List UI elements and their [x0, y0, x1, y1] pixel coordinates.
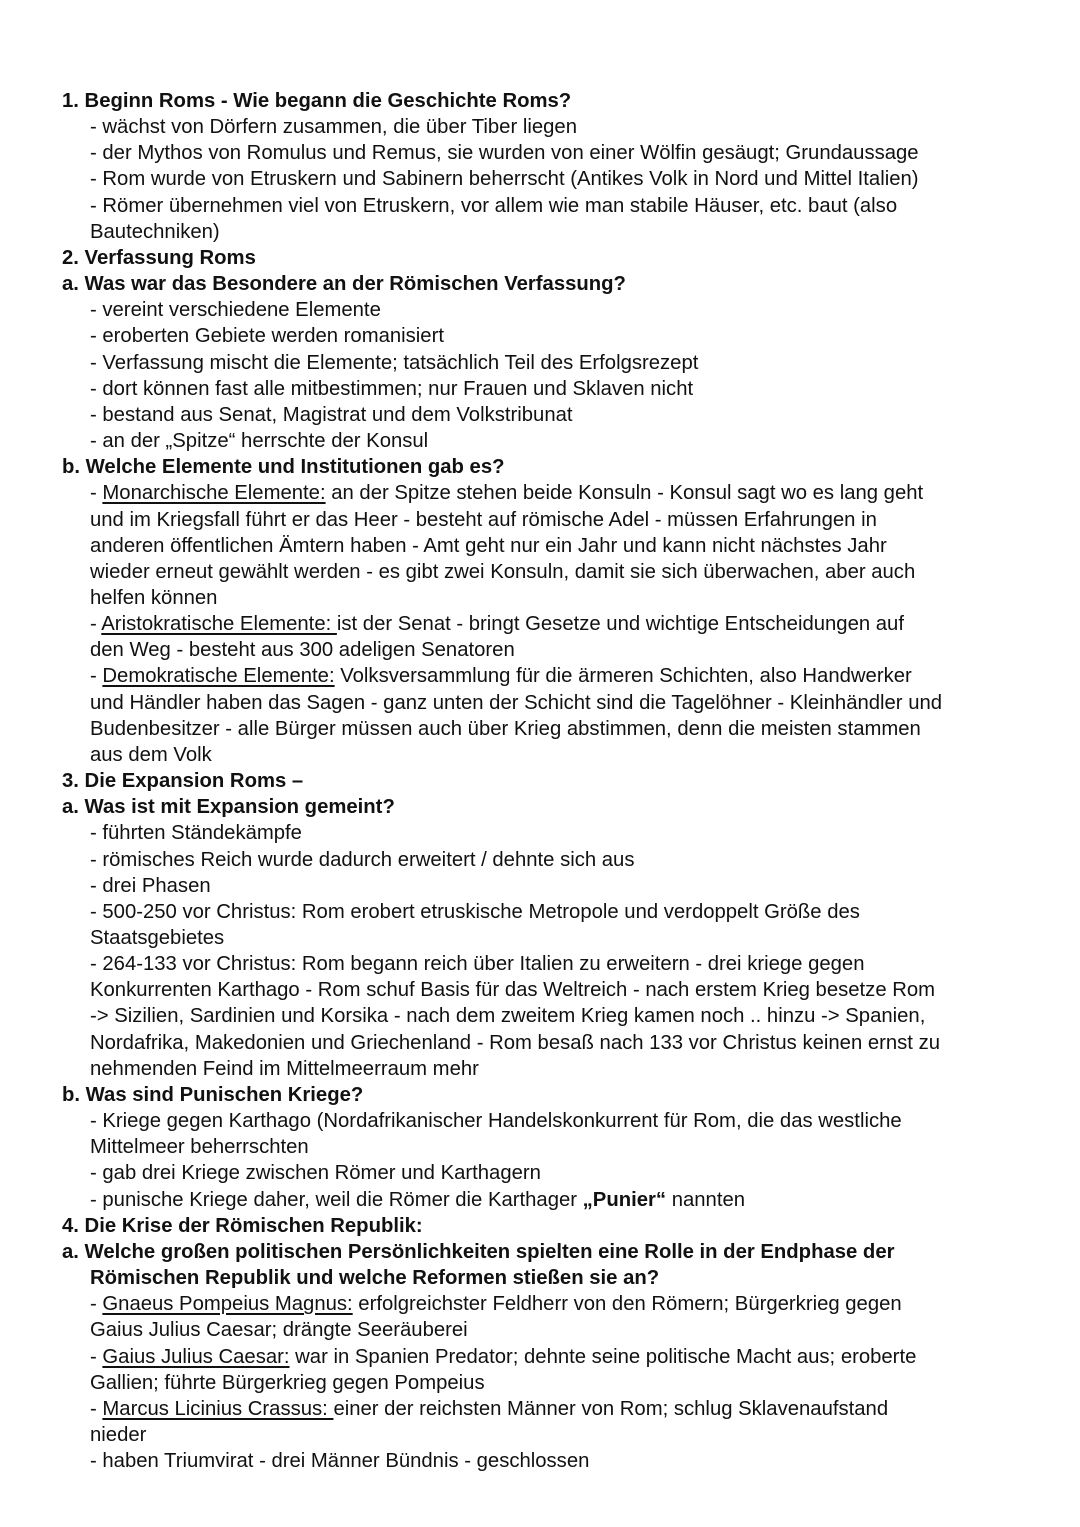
bullet-continuation: Staatsgebietes	[90, 927, 225, 949]
bullet-continuation: und Händler haben das Sagen - ganz unten der Schicht sind die Tagelöhner - Kleinhändler und	[90, 691, 943, 714]
bullet: - Kriege gegen Karthago (Nordafrikanischer Handelskonkurrent für Rom, die das westliche	[90, 1110, 902, 1133]
bullet: - gab drei Kriege zwischen Römer und Karthagern	[90, 1162, 541, 1185]
bullet: - haben Triumvirat - drei Männer Bündnis - geschlossen	[90, 1450, 590, 1473]
bullet-continuation: nehmenden Feind im Mittelmeerraum mehr	[90, 1057, 479, 1080]
bullet: - Römer übernehmen viel von Etruskern, vor allem wie man stabile Häuser, etc. baut (also	[90, 194, 898, 217]
bullet-monarchische: - Monarchische Elemente: an der Spitze stehen beide Konsuln - Konsul sagt wo es lang geht	[90, 482, 924, 505]
notes-content	[62, 88, 1022, 1474]
bullet-continuation: anderen öffentlichen Ämtern haben - Amt geht nur ein Jahr und kann nicht nächstes Jahr	[90, 534, 887, 557]
question-3a: a. Was ist mit Expansion gemeint?	[62, 796, 395, 819]
bullet-punier: - punische Kriege daher, weil die Römer die Karthager „Punier“ nannten	[90, 1188, 746, 1211]
bullet-continuation: Nordafrika, Makedonien und Griechenland - Rom besaß nach 133 vor Christus keinen ernst zu	[90, 1031, 941, 1054]
bullet: - Rom wurde von Etruskern und Sabinern beherrscht (Antikes Volk in Nord und Mittel Italien)	[90, 168, 919, 191]
bullet: - römisches Reich wurde dadurch erweitert / dehnte sich aus	[90, 848, 635, 871]
bullet-continuation: aus dem Volk	[90, 743, 212, 766]
term-aristokratische: Aristokratische Elemente:	[101, 613, 337, 636]
bullet-continuation: Konkurrenten Karthago - Rom schuf Basis für das Weltreich - nach erstem Krieg besetze Rom	[90, 979, 936, 1002]
bullet-continuation: und im Kriegsfall führt er das Heer - besteht auf römische Adel - müssen Erfahrungen in	[90, 508, 877, 531]
term-pompeius: Gnaeus Pompeius Magnus:	[102, 1293, 353, 1316]
bullet: - der Mythos von Romulus und Remus, sie wurden von einer Wölfin gesäugt; Grundaussage	[90, 142, 919, 165]
bullet: - Verfassung mischt die Elemente; tatsächlich Teil des Erfolgsrezept	[90, 351, 699, 374]
term-crassus: Marcus Licinius Crassus:	[102, 1397, 334, 1420]
bullet-pompeius: - Gnaeus Pompeius Magnus: erfolgreichster Feldherr von den Römern; Bürgerkrieg gegen	[90, 1293, 902, 1316]
bullet-continuation: Gallien; führte Bürgerkrieg gegen Pompeius	[90, 1371, 485, 1394]
bullet-continuation: nieder	[90, 1423, 147, 1446]
section-2-heading: 2. Verfassung Roms	[62, 246, 256, 269]
question-2b: b. Welche Elemente und Institutionen gab es?	[62, 456, 505, 479]
bullet-caesar: - Gaius Julius Caesar: war in Spanien Predator; dehnte seine politische Macht aus; eroberte	[90, 1345, 917, 1368]
term-monarchische: Monarchische Elemente:	[102, 482, 326, 505]
question-4a-continuation: Römischen Republik und welche Reformen stießen sie an?	[90, 1267, 660, 1290]
bullet: - eroberten Gebiete werden romanisiert	[90, 325, 444, 348]
bullet: - 264-133 vor Christus: Rom begann reich über Italien zu erweitern - drei kriege gegen	[90, 953, 865, 976]
bullet: - 500-250 vor Christus: Rom erobert etruskische Metropole und verdoppelt Größe des	[90, 900, 860, 923]
bullet-continuation: wieder erneut gewählt werden - es gibt zwei Konsuln, damit sie sich überwachen, aber auch	[90, 560, 916, 583]
term-demokratische: Demokratische Elemente:	[102, 665, 335, 688]
bullet: - bestand aus Senat, Magistrat und dem Volkstribunat	[90, 403, 573, 426]
bullet-continuation: Gaius Julius Caesar; drängte Seeräuberei	[90, 1319, 468, 1342]
bullet: - führten Ständekämpfe	[90, 822, 302, 845]
question-3b: b. Was sind Punischen Kriege?	[62, 1083, 364, 1106]
section-3-heading: 3. Die Expansion Roms –	[62, 770, 304, 793]
bullet: - vereint verschiedene Elemente	[90, 299, 381, 322]
bullet-continuation: Bautechniken)	[90, 220, 220, 243]
bullet-continuation: den Weg - besteht aus 300 adeligen Senatoren	[90, 639, 515, 662]
bullet-crassus: - Marcus Licinius Crassus: einer der reichsten Männer von Rom; schlug Sklavenaufstand	[90, 1397, 889, 1420]
term-caesar: Gaius Julius Caesar:	[102, 1345, 290, 1368]
section-1-heading: 1. Beginn Roms - Wie begann die Geschichte Roms?	[62, 90, 572, 112]
bullet: - an der „Spitze“ herrschte der Konsul	[90, 430, 429, 453]
bullet: - wächst von Dörfern zusammen, die über Tiber liegen	[90, 116, 577, 139]
bullet-continuation: Mittelmeer beherrschten	[90, 1136, 309, 1159]
bullet-continuation: -> Sizilien, Sardinien und Korsika - nach dem zweitem Krieg kamen noch .. hinzu -> Spanien,	[90, 1005, 926, 1028]
question-2a: a. Was war das Besondere an der Römischen Verfassung?	[62, 273, 626, 296]
bullet: - drei Phasen	[90, 874, 211, 897]
question-4a: a. Welche großen politischen Persönlichkeiten spielten eine Rolle in der Endphase der	[62, 1240, 895, 1263]
bullet-demokratische: - Demokratische Elemente: Volksversammlung für die ärmeren Schichten, also Handwerker	[90, 665, 912, 688]
term-punier: „Punier“	[582, 1188, 667, 1211]
section-4-heading: 4. Die Krise der Römischen Republik:	[62, 1214, 423, 1237]
bullet-aristokratische: - Aristokratische Elemente: ist der Senat - bringt Gesetze und wichtige Entscheidungen auf	[90, 613, 904, 636]
bullet-continuation: helfen können	[90, 586, 218, 609]
bullet: - dort können fast alle mitbestimmen; nur Frauen und Sklaven nicht	[90, 377, 694, 400]
bullet-continuation: Budenbesitzer - alle Bürger müssen auch über Krieg abstimmen, denn die meisten stammen	[90, 717, 921, 740]
